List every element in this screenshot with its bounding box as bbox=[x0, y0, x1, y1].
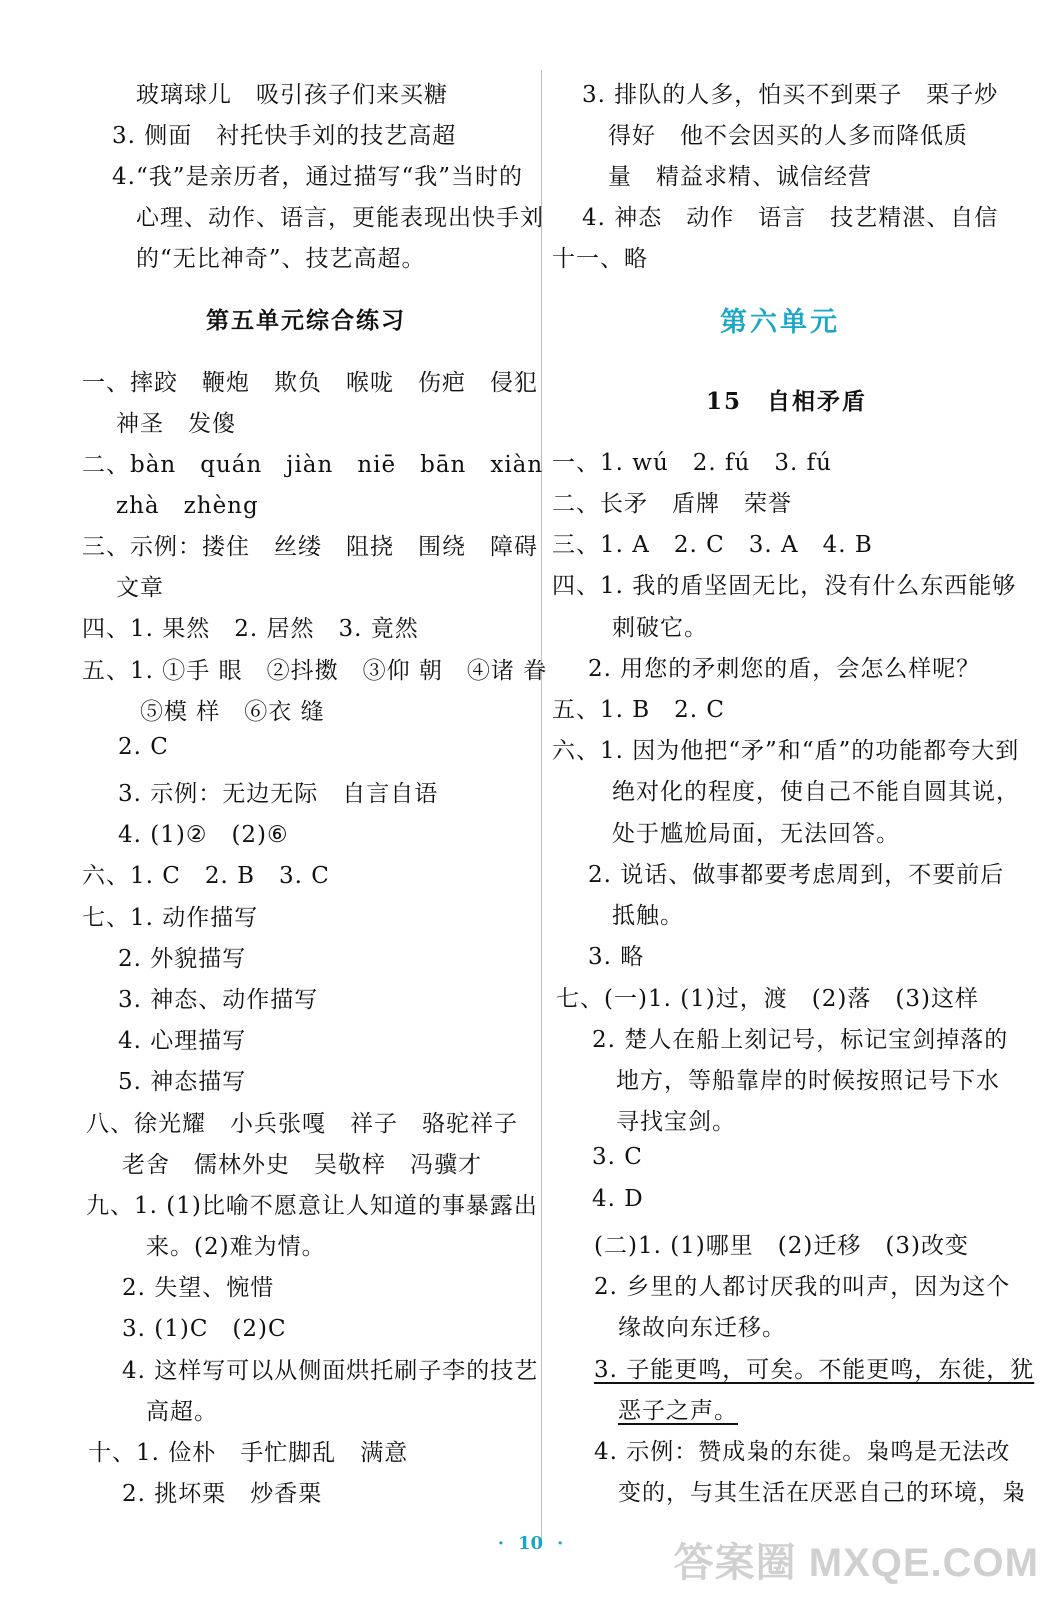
text-line: 十一、略 bbox=[552, 246, 648, 272]
answer-line: 寻找宝剑。 bbox=[616, 1109, 736, 1135]
answer-line: 四、1. 果然 2. 居然 3. 竟然 bbox=[82, 616, 419, 642]
answer-line: 2. 用您的矛刺您的盾，会怎么样呢？ bbox=[588, 656, 981, 682]
answer-line: 一、1. wú 2. fú 3. fú bbox=[552, 450, 832, 476]
text-line: 心理、动作、语言，更能表现出快手刘 bbox=[136, 205, 544, 231]
answer-line: 地方，等船靠岸的时候按照记号下水 bbox=[616, 1068, 1000, 1094]
answer-line: 2. 说话、做事都要考虑周到，不要前后 bbox=[588, 862, 1005, 888]
answer-line: 2. 失望、惋惜 bbox=[122, 1275, 275, 1301]
text-line: 量 精益求精、诚信经营 bbox=[608, 164, 872, 190]
answer-line: 五、1. B 2. C bbox=[552, 697, 726, 723]
answer-line: 神圣 发傻 bbox=[116, 411, 236, 437]
text-line: 3. 排队的人多，怕买不到栗子 栗子炒 bbox=[582, 82, 999, 108]
answer-line: 五、1. ①手 眼 ②抖擞 ③仰 朝 ④诸 眷 bbox=[82, 658, 548, 684]
answer-line: 六、1. 因为他把“矛”和“盾”的功能都夸大到 bbox=[552, 738, 1020, 764]
answer-line-underlined: 恶子之声。 bbox=[618, 1398, 738, 1424]
lesson-title: 15 自相矛盾 bbox=[706, 388, 868, 415]
answer-line: 三、示例：搂住 丝缕 阻挠 围绕 障碍 bbox=[82, 534, 538, 560]
bullet-icon: · bbox=[497, 1533, 504, 1554]
answer-line: 4. 心理描写 bbox=[118, 1028, 247, 1054]
answer-line-underlined: 3. 子能更鸣，可矣。不能更鸣，东徙，犹 bbox=[594, 1357, 1035, 1383]
answer-line: 4. D bbox=[592, 1186, 644, 1212]
answer-line: 高超。 bbox=[146, 1399, 218, 1425]
answer-line: 四、1. 我的盾坚固无比，没有什么东西能够 bbox=[552, 573, 1017, 599]
answer-line: 二、长矛 盾牌 荣誉 bbox=[552, 491, 792, 517]
answer-line: 3. C bbox=[592, 1144, 643, 1170]
answer-line: 抵触。 bbox=[612, 903, 684, 929]
answer-line: 老舍 儒林外史 吴敬梓 冯骥才 bbox=[122, 1152, 482, 1178]
answer-line: 二、bàn quán jiàn niē bān xiàn bbox=[82, 452, 544, 478]
text-line: 4. 神态 动作 语言 技艺精湛、自信 bbox=[582, 205, 999, 231]
answer-line: zhà zhèng bbox=[116, 493, 259, 519]
answer-line: 九、1. (1)比喻不愿意让人知道的事暴露出 bbox=[86, 1193, 538, 1219]
answer-line: 七、(一)1. (1)过，渡 (2)落 (3)这样 bbox=[556, 986, 979, 1012]
answer-line: 变的，与其生活在厌恶自己的环境，枭 bbox=[618, 1480, 1026, 1506]
text-line: 3. 侧面 衬托快手刘的技艺高超 bbox=[112, 123, 457, 149]
answer-line: 4. (1)② (2)⑥ bbox=[118, 822, 289, 848]
answer-line: 文章 bbox=[116, 575, 164, 601]
answer-line: 来。(2)难为情。 bbox=[146, 1234, 326, 1260]
text-line: 的“无比神奇”、技艺高超。 bbox=[136, 246, 426, 272]
answer-line: 绝对化的程度，使自己不能自圆其说， bbox=[612, 779, 1020, 805]
answer-line: 2. C bbox=[118, 734, 169, 760]
answer-line: 2. 外貌描写 bbox=[118, 946, 247, 972]
answer-line: 三、1. A 2. C 3. A 4. B bbox=[552, 532, 873, 558]
answer-line: 刺破它。 bbox=[612, 615, 708, 641]
text-line: 4.“我”是亲历者，通过描写“我”当时的 bbox=[112, 164, 523, 190]
answer-line: 3. 神态、动作描写 bbox=[118, 987, 319, 1013]
page-number-value: 10 bbox=[517, 1533, 544, 1554]
answer-line: 3. 略 bbox=[588, 944, 645, 970]
text-line: 玻璃球儿 吸引孩子们来买糖 bbox=[136, 82, 448, 108]
answer-line: 3. 示例：无边无际 自言自语 bbox=[118, 781, 439, 807]
answer-line: 六、1. C 2. B 3. C bbox=[82, 863, 330, 889]
answer-line: 十、1. 俭朴 手忙脚乱 满意 bbox=[88, 1440, 409, 1466]
watermark: 答案圈 MXQE.COM bbox=[673, 1541, 1039, 1585]
answer-line: 5. 神态描写 bbox=[118, 1069, 247, 1095]
answer-line: ⑤模 样 ⑥衣 缝 bbox=[140, 699, 325, 725]
answer-line: 2. 挑坏栗 炒香栗 bbox=[122, 1481, 323, 1507]
answer-line: 七、1. 动作描写 bbox=[82, 905, 259, 931]
answer-line: (二)1. (1)哪里 (2)迁移 (3)改变 bbox=[594, 1233, 969, 1259]
answer-line: 3. (1)C (2)C bbox=[122, 1316, 287, 1342]
section-title: 第五单元综合练习 bbox=[206, 307, 406, 334]
column-divider bbox=[541, 70, 542, 1540]
answer-line: 缘故向东迁移。 bbox=[618, 1315, 786, 1341]
answer-line: 处于尴尬局面，无法回答。 bbox=[612, 821, 900, 847]
answer-line: 一、摔跤 鞭炮 欺负 喉咙 伤疤 侵犯 bbox=[82, 370, 538, 396]
bullet-icon: · bbox=[557, 1533, 564, 1554]
answer-line: 4. 这样写可以从侧面烘托刷子李的技艺 bbox=[122, 1358, 539, 1384]
answer-line: 4. 示例：赞成枭的东徙。枭鸣是无法改 bbox=[594, 1439, 1011, 1465]
unit-title: 第六单元 bbox=[720, 307, 840, 338]
answer-line: 2. 乡里的人都讨厌我的叫声，因为这个 bbox=[594, 1274, 1011, 1300]
text-line: 得好 他不会因买的人多而降低质 bbox=[608, 123, 968, 149]
answer-line: 2. 楚人在船上刻记号，标记宝剑掉落的 bbox=[592, 1027, 1009, 1053]
answer-line: 八、徐光耀 小兵张嘎 祥子 骆驼祥子 bbox=[86, 1111, 518, 1137]
